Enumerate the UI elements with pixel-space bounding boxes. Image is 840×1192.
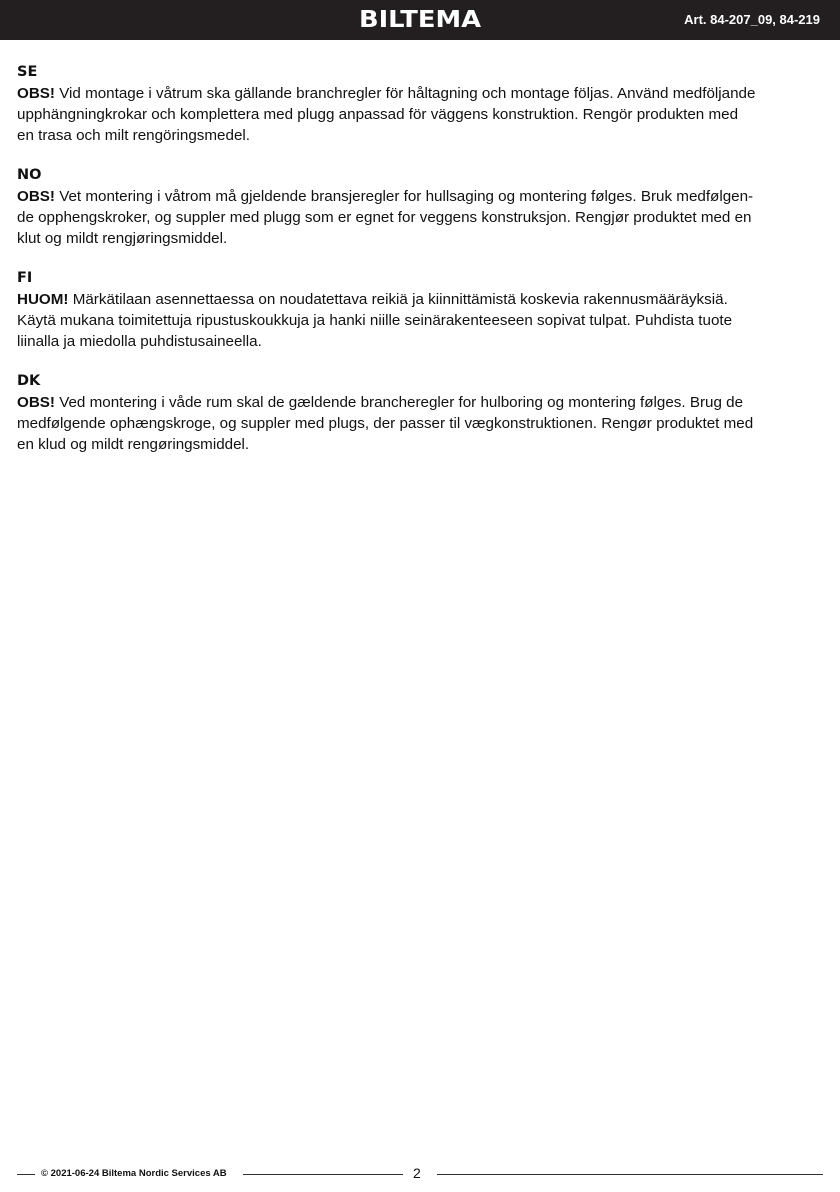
page-number: 2 bbox=[413, 1165, 421, 1181]
text-line: de opphengskroker, og suppler med plugg som er egnet for veggens konstruksjon. Rengjør produktet med en bbox=[17, 209, 752, 226]
footer-rule bbox=[243, 1174, 403, 1175]
section-text bbox=[17, 289, 823, 352]
footer-rule bbox=[17, 1174, 35, 1175]
section-dk bbox=[17, 371, 823, 455]
section-text bbox=[17, 83, 823, 146]
text-line: Märkätilaan asennettaessa on noudatettava reikiä ja kiinnittämistä koskevia rakennusmääräyksiä. bbox=[68, 291, 728, 308]
text-line: upphängningkrokar och komplettera med plugg anpassad för väggens konstruktion. Rengör produkten med bbox=[17, 106, 739, 123]
notice-lead: HUOM! bbox=[17, 291, 69, 308]
section-fi bbox=[17, 268, 823, 352]
document-body bbox=[17, 62, 823, 474]
language-code: NO bbox=[17, 167, 42, 183]
section-se bbox=[17, 62, 823, 146]
notice-lead: OBS! bbox=[17, 394, 55, 411]
footer-rule bbox=[437, 1174, 823, 1175]
section-text bbox=[17, 392, 823, 455]
header-bar bbox=[0, 0, 840, 40]
text-line: Käytä mukana toimitettuja ripustuskoukkuja ja hanki niille seinärakenteeseen sopivat tulpat. Puhdista tuote bbox=[17, 312, 733, 329]
notice-lead: OBS! bbox=[17, 85, 55, 102]
text-line: Vet montering i våtrom må gjeldende bransjeregler for hullsaging og montering følges. Bruk medfølgen- bbox=[54, 188, 754, 205]
brand-logo: BILTEMA bbox=[358, 7, 482, 33]
language-code: DK bbox=[17, 373, 41, 389]
notice-lead: OBS! bbox=[17, 188, 55, 205]
copyright: © 2021-06-24 Biltema Nordic Services AB bbox=[41, 1168, 227, 1179]
text-line: klut og mildt rengjøringsmiddel. bbox=[17, 230, 228, 247]
text-line: Ved montering i våde rum skal de gældende brancheregler for hulboring og montering følges. Brug de bbox=[54, 394, 744, 411]
text-line: medfølgende ophængskroge, og suppler med plugs, der passer til vægkonstruktionen. Rengør produktet med bbox=[17, 415, 754, 432]
text-line: en trasa och milt rengöringsmedel. bbox=[17, 127, 250, 144]
text-line: liinalla ja miedolla puhdistusaineella. bbox=[17, 333, 262, 350]
article-number: Art. 84-207_09, 84-219 bbox=[684, 12, 820, 27]
language-code: SE bbox=[17, 64, 38, 80]
language-code: FI bbox=[17, 270, 33, 286]
text-line: Vid montage i våtrum ska gällande branchregler för håltagning och montage följas. Använd medföljande bbox=[54, 85, 756, 102]
text-line: en klud og mildt rengøringsmiddel. bbox=[17, 436, 250, 453]
footer bbox=[17, 1166, 823, 1182]
section-text bbox=[17, 186, 823, 249]
section-no bbox=[17, 165, 823, 249]
